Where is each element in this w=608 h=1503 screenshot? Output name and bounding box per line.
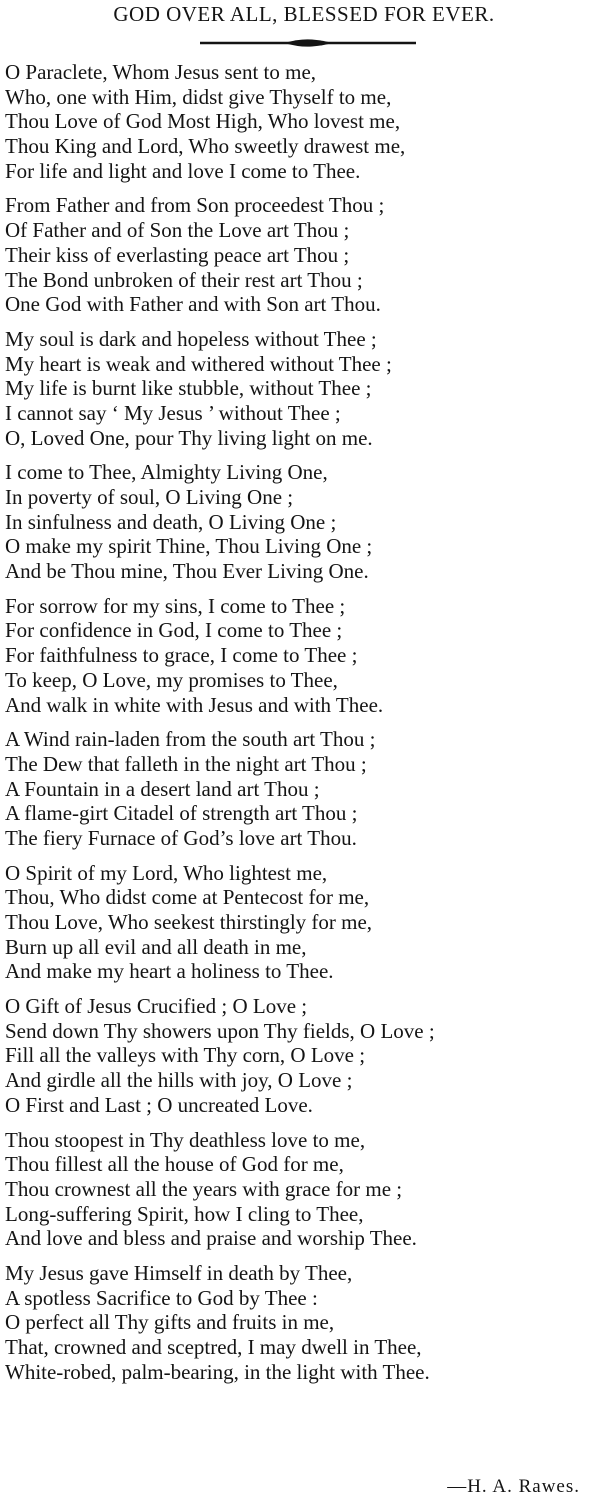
verse-line: Thou stoopest in Thy deathless love to me, <box>5 1127 366 1152</box>
stanza <box>5 861 605 984</box>
verse-line: For faithfulness to grace, I come to Thee ; <box>5 643 358 668</box>
verse-line: For life and light and love I come to Thee. <box>5 158 361 183</box>
stanza <box>5 1261 605 1384</box>
verse-line: A spotless Sacrifice to God by Thee : <box>5 1285 318 1310</box>
verse-line: A flame-girt Citadel of strength art Thou ; <box>5 801 358 826</box>
verse-line: That, crowned and sceptred, I may dwell in Thee, <box>5 1335 422 1359</box>
verse-line: Burn up all evil and all death in me, <box>5 934 307 959</box>
verse-line: In sinfulness and death, O Living One ; <box>5 509 337 534</box>
verse-line: My Jesus gave Himself in death by Thee, <box>5 1260 353 1285</box>
verse-line: For confidence in God, I come to Thee ; <box>5 618 343 643</box>
verse-line: And make my heart a holiness to Thee. <box>5 959 334 984</box>
verse-line: Thou fillest all the house of God for me, <box>5 1152 344 1177</box>
poem-body <box>5 60 605 1394</box>
verse-line: The fiery Furnace of God’s love art Thou. <box>5 825 357 850</box>
verse-line: Their kiss of everlasting peace art Thou ; <box>5 242 350 267</box>
verse-line: Long-suffering Spirit, how I cling to Thee, <box>5 1201 364 1226</box>
verse-line: From Father and from Son proceedest Thou ; <box>5 193 385 218</box>
verse-line: I come to Thee, Almighty Living One, <box>5 460 328 485</box>
author-signature: —H. A. Rawes. <box>447 1476 580 1497</box>
title-rule-ornament <box>200 36 416 50</box>
verse-line: Who, one with Him, didst give Thyself to me, <box>5 84 392 109</box>
verse-line: O Paraclete, Whom Jesus sent to me, <box>5 60 317 84</box>
verse-line: A Wind rain-laden from the south art Thou ; <box>5 727 376 752</box>
verse-line: The Bond unbroken of their rest art Thou ; <box>5 267 363 292</box>
verse-line: Of Father and of Son the Love art Thou ; <box>5 218 350 243</box>
verse-line: To keep, O Love, my promises to Thee, <box>5 667 338 692</box>
verse-line: Thou Love of God Most High, Who lovest me, <box>5 109 401 134</box>
verse-line: O Gift of Jesus Crucified ; O Love ; <box>5 994 308 1019</box>
stanza <box>5 594 605 717</box>
verse-line: One God with Father and with Son art Thou. <box>5 292 381 317</box>
verse-line: And girdle all the hills with joy, O Love ; <box>5 1068 353 1093</box>
stanza <box>5 727 605 850</box>
verse-line: For sorrow for my sins, I come to Thee ; <box>5 593 346 618</box>
verse-line: Thou King and Lord, Who sweetly drawest me, <box>5 134 406 159</box>
verse-line: O First and Last ; O uncreated Love. <box>5 1092 313 1117</box>
verse-line: And be Thou mine, Thou Ever Living One. <box>5 559 369 584</box>
verse-line: Thou Love, Who seekest thirstingly for me, <box>5 910 373 934</box>
stanza <box>5 60 605 183</box>
verse-line: My life is burnt like stubble, without Thee ; <box>5 376 372 401</box>
verse-line: Send down Thy showers upon Thy fields, O Love ; <box>5 1018 435 1043</box>
verse-line: In poverty of soul, O Living One ; <box>5 485 294 509</box>
stanza <box>5 193 605 316</box>
verse-line: And walk in white with Jesus and with Thee. <box>5 692 384 717</box>
verse-line: O perfect all Thy gifts and fruits in me, <box>5 1310 335 1335</box>
verse-line: Thou, Who didst come at Pentecost for me, <box>5 885 370 910</box>
verse-line: O Spirit of my Lord, Who lightest me, <box>5 860 328 885</box>
verse-line: O make my spirit Thine, Thou Living One ; <box>5 534 373 559</box>
verse-line: I cannot say ‘ My Jesus ’ without Thee ; <box>5 400 341 425</box>
stanza <box>5 994 605 1117</box>
stanza <box>5 327 605 450</box>
poem-title: GOD OVER ALL, BLESSED FOR EVER. <box>113 2 495 26</box>
verse-line: My heart is weak and withered without Thee ; <box>5 351 392 376</box>
verse-line: The Dew that falleth in the night art Thou ; <box>5 751 367 776</box>
verse-line: Thou crownest all the years with grace for me ; <box>5 1176 403 1201</box>
stanza <box>5 1128 605 1251</box>
verse-line: Fill all the valleys with Thy corn, O Love ; <box>5 1043 366 1068</box>
verse-line: My soul is dark and hopeless without Thee ; <box>5 326 377 351</box>
verse-line: A Fountain in a desert land art Thou ; <box>5 776 320 801</box>
stanza <box>5 460 605 583</box>
verse-line: O, Loved One, pour Thy living light on me. <box>5 425 373 450</box>
verse-line: White-robed, palm-bearing, in the light with Thee. <box>5 1359 430 1384</box>
verse-line: And love and bless and praise and worship Thee. <box>5 1226 417 1251</box>
